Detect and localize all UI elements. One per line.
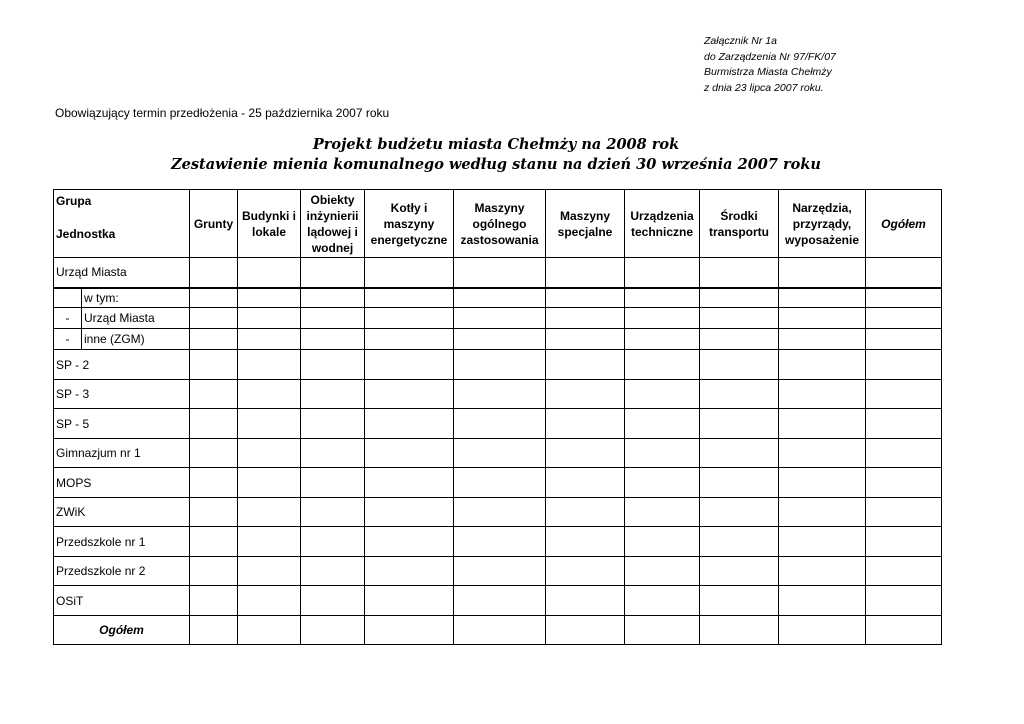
empty-cell [625, 409, 700, 439]
empty-cell [301, 288, 365, 308]
empty-cell [700, 586, 779, 616]
annex-line-2: do Zarządzenia Nr 97/FK/07 [704, 50, 836, 63]
empty-cell [866, 329, 942, 350]
row-label-w-tym: w tym: [82, 288, 190, 308]
empty-cell [866, 288, 942, 308]
empty-cell [866, 350, 942, 380]
empty-cell [779, 468, 866, 498]
empty-cell [54, 288, 82, 308]
empty-cell [625, 350, 700, 380]
empty-cell [238, 468, 301, 498]
empty-cell [700, 258, 779, 288]
empty-cell [454, 527, 546, 557]
empty-cell [866, 308, 942, 329]
empty-cell [625, 498, 700, 527]
empty-cell [546, 586, 625, 616]
empty-cell [365, 380, 454, 409]
document-subtitle: Zestawienie mienia komunalnego według stanu na dzień 30 września 2007 roku [171, 156, 821, 173]
empty-cell [454, 380, 546, 409]
empty-cell [866, 498, 942, 527]
empty-cell [365, 527, 454, 557]
empty-cell [625, 527, 700, 557]
empty-cell [779, 409, 866, 439]
empty-cell [238, 350, 301, 380]
empty-cell [238, 258, 301, 288]
empty-cell [625, 439, 700, 468]
col-header-urzadzenia: Urządzenia techniczne [625, 190, 700, 258]
empty-cell [779, 288, 866, 308]
empty-cell [700, 439, 779, 468]
empty-cell [546, 527, 625, 557]
empty-cell [301, 468, 365, 498]
empty-cell [779, 439, 866, 468]
row-label-przedszkole-1: Przedszkole nr 1 [54, 527, 190, 557]
row-label-zwik: ZWiK [54, 498, 190, 527]
empty-cell [779, 329, 866, 350]
empty-cell [190, 329, 238, 350]
row-label-inne-zgm: inne (ZGM) [82, 329, 190, 350]
empty-cell [190, 586, 238, 616]
empty-cell [779, 586, 866, 616]
empty-cell [866, 380, 942, 409]
row-label-urzad-miasta-sub: Urząd Miasta [82, 308, 190, 329]
empty-cell [700, 557, 779, 586]
empty-cell [546, 557, 625, 586]
empty-cell [866, 557, 942, 586]
empty-cell [190, 527, 238, 557]
empty-cell [546, 409, 625, 439]
empty-cell [700, 329, 779, 350]
empty-cell [546, 258, 625, 288]
corner-grupa: Grupa [54, 190, 190, 212]
empty-cell [301, 616, 365, 645]
row-label-sp3: SP - 3 [54, 380, 190, 409]
empty-cell [546, 308, 625, 329]
empty-cell [190, 498, 238, 527]
empty-cell [700, 288, 779, 308]
empty-cell [190, 350, 238, 380]
empty-cell [190, 258, 238, 288]
empty-cell [365, 468, 454, 498]
empty-cell [779, 616, 866, 645]
empty-cell [301, 498, 365, 527]
row-label-ogolem: Ogółem [54, 616, 190, 645]
empty-cell [301, 329, 365, 350]
empty-cell [238, 439, 301, 468]
col-header-narzedzia: Narzędzia, przyrządy, wyposażenie [779, 190, 866, 258]
empty-cell [700, 468, 779, 498]
empty-cell [546, 350, 625, 380]
empty-cell [365, 329, 454, 350]
empty-cell [546, 498, 625, 527]
empty-cell [454, 350, 546, 380]
empty-cell [365, 586, 454, 616]
empty-cell [301, 380, 365, 409]
empty-cell [454, 616, 546, 645]
empty-cell [365, 350, 454, 380]
col-header-srodki: Środki transportu [700, 190, 779, 258]
empty-cell [301, 439, 365, 468]
col-header-grunty: Grunty [190, 190, 238, 258]
empty-cell [546, 616, 625, 645]
empty-cell [700, 616, 779, 645]
empty-cell [301, 409, 365, 439]
empty-cell [238, 616, 301, 645]
empty-cell [779, 258, 866, 288]
empty-cell [866, 258, 942, 288]
empty-cell [454, 329, 546, 350]
empty-cell [454, 468, 546, 498]
empty-cell [454, 586, 546, 616]
empty-cell [238, 288, 301, 308]
col-header-maszyny-specjalne: Maszyny specjalne [546, 190, 625, 258]
document-title: Projekt budżetu miasta Chełmży na 2008 rok [312, 136, 680, 153]
empty-cell [238, 527, 301, 557]
empty-cell [365, 557, 454, 586]
empty-cell [454, 439, 546, 468]
empty-cell [625, 380, 700, 409]
empty-cell [301, 557, 365, 586]
row-dash-1: - [54, 308, 82, 329]
empty-cell [238, 557, 301, 586]
empty-cell [625, 329, 700, 350]
empty-cell [301, 350, 365, 380]
col-header-budynki: Budynki i lokale [238, 190, 301, 258]
row-label-przedszkole-2: Przedszkole nr 2 [54, 557, 190, 586]
empty-cell [546, 468, 625, 498]
empty-cell [190, 380, 238, 409]
empty-cell [546, 329, 625, 350]
empty-cell [454, 409, 546, 439]
col-header-maszyny-ogolne: Maszyny ogólnego zastosowania [454, 190, 546, 258]
empty-cell [365, 439, 454, 468]
empty-cell [866, 527, 942, 557]
row-label-osit: OSiT [54, 586, 190, 616]
empty-cell [779, 308, 866, 329]
empty-cell [700, 380, 779, 409]
empty-cell [365, 616, 454, 645]
annex-block [704, 34, 836, 96]
empty-cell [779, 557, 866, 586]
empty-cell [625, 308, 700, 329]
empty-cell [190, 288, 238, 308]
col-header-kotly: Kotły i maszyny energetyczne [365, 190, 454, 258]
empty-cell [700, 527, 779, 557]
col-header-ogolem: Ogółem [866, 190, 942, 258]
empty-cell [454, 308, 546, 329]
empty-cell [454, 258, 546, 288]
empty-cell [700, 350, 779, 380]
empty-cell [700, 498, 779, 527]
empty-cell [625, 557, 700, 586]
empty-cell [238, 409, 301, 439]
empty-cell [238, 308, 301, 329]
empty-cell [190, 557, 238, 586]
empty-cell [779, 380, 866, 409]
empty-cell [700, 409, 779, 439]
empty-cell [625, 288, 700, 308]
row-label-mops: MOPS [54, 468, 190, 498]
empty-cell [546, 288, 625, 308]
empty-cell [454, 498, 546, 527]
col-header-obiekty: Obiekty inżynierii lądowej i wodnej [301, 190, 365, 258]
empty-cell [190, 308, 238, 329]
empty-cell [625, 586, 700, 616]
row-label-sp5: SP - 5 [54, 409, 190, 439]
empty-cell [625, 468, 700, 498]
empty-cell [365, 288, 454, 308]
row-label-urzad-miasta: Urząd Miasta [54, 258, 190, 288]
empty-cell [190, 409, 238, 439]
empty-cell [779, 527, 866, 557]
empty-cell [301, 258, 365, 288]
annex-line-4: z dnia 23 lipca 2007 roku. [704, 81, 824, 94]
empty-cell [365, 258, 454, 288]
empty-cell [365, 498, 454, 527]
empty-cell [238, 586, 301, 616]
empty-cell [454, 288, 546, 308]
deadline-note: Obowiązujący termin przedłożenia - 25 października 2007 roku [55, 106, 390, 120]
empty-cell [625, 616, 700, 645]
empty-cell [546, 439, 625, 468]
empty-cell [625, 258, 700, 288]
empty-cell [866, 468, 942, 498]
empty-cell [866, 439, 942, 468]
empty-cell [301, 527, 365, 557]
annex-line-3: Burmistrza Miasta Chełmży [704, 66, 832, 78]
empty-cell [301, 308, 365, 329]
empty-cell [365, 308, 454, 329]
empty-cell [190, 616, 238, 645]
empty-cell [238, 329, 301, 350]
empty-cell [779, 350, 866, 380]
assets-table [53, 189, 942, 645]
row-label-gimnazjum: Gimnazjum nr 1 [54, 439, 190, 468]
row-dash-2: - [54, 329, 82, 350]
empty-cell [190, 439, 238, 468]
empty-cell [546, 380, 625, 409]
corner-jednostka: Jednostka [54, 212, 190, 258]
empty-cell [866, 586, 942, 616]
empty-cell [365, 409, 454, 439]
empty-cell [454, 557, 546, 586]
empty-cell [700, 308, 779, 329]
empty-cell [866, 409, 942, 439]
row-label-sp2: SP - 2 [54, 350, 190, 380]
empty-cell [866, 616, 942, 645]
empty-cell [238, 380, 301, 409]
annex-line-1: Załącznik Nr 1a [704, 35, 777, 47]
empty-cell [190, 468, 238, 498]
empty-cell [238, 498, 301, 527]
empty-cell [301, 586, 365, 616]
empty-cell [779, 498, 866, 527]
